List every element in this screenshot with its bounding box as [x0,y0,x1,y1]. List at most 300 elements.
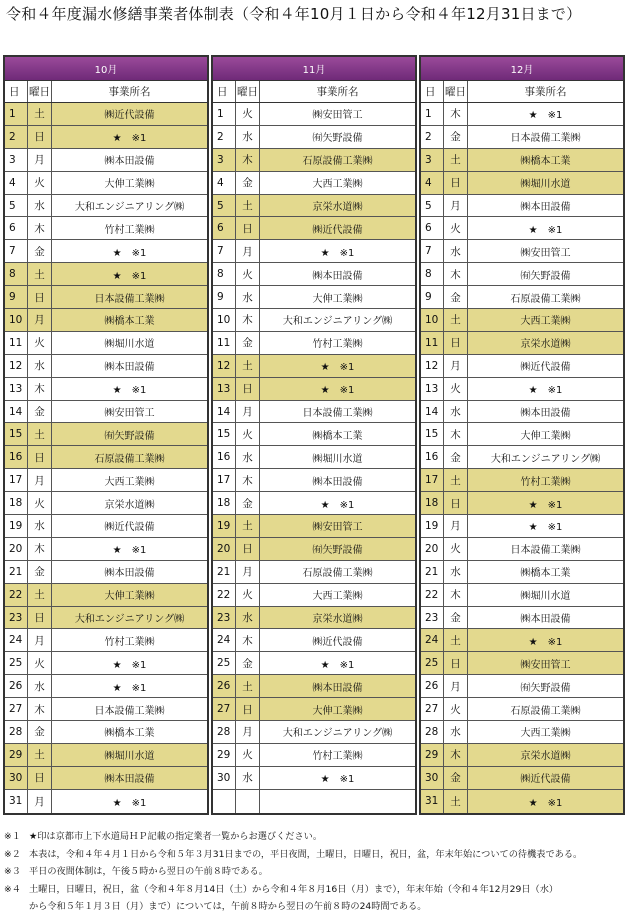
company-cell: 竹村工業㈱ [312,751,363,763]
weekday-cell: 金 [444,767,468,789]
day-cell: 30 [213,767,236,789]
day-cell: 8 [421,263,444,285]
weekday-cell: 土 [444,309,468,331]
day-cell: 18 [421,492,444,514]
day-cell: 4 [5,172,28,194]
company-cell: ㈲矢野設備 [312,133,363,145]
weekday-cell: 金 [444,286,468,308]
table-row [421,790,623,813]
weekday-cell: 木 [236,469,260,491]
weekday-cell: 土 [28,263,52,285]
footnote-text: 本表は，令和４年４月１日から令和５年３月31日までの，平日夜間，土曜日，日曜日，祝日，盆，年末年始についての待機表である。 [29,848,583,860]
table-row [5,721,207,744]
day-cell: 24 [5,629,28,651]
footnote-text: 土曜日，日曜日，祝日，盆（令和４年８月14日（土）から令和４年８月16日（月）まで），年末年始（令和４年12月29日（水） [29,883,559,895]
table-row [421,332,623,355]
table-row [5,172,207,195]
weekday-cell: 日 [28,607,52,629]
table-row [421,744,623,767]
company-cell: 石原設備工業㈱ [510,293,581,305]
weekday-cell: 月 [28,309,52,331]
company-cell: 竹村工業㈱ [104,636,155,648]
day-cell: 6 [5,217,28,239]
footnote [4,898,582,916]
weekday-cell: 月 [28,629,52,651]
day-cell: 15 [5,423,28,445]
company-cell: 石原設備工業㈱ [94,453,165,465]
weekday-cell: 火 [444,217,468,239]
company-cell: 大西工業㈱ [520,316,571,328]
day-cell: 30 [5,767,28,789]
weekday-cell: 火 [28,652,52,674]
footnote-text: から令和５年１月３日（月）まで）については，午前８時から翌日の午前８時の24時間である。 [29,901,427,912]
table-row [213,515,415,538]
weekday-cell: 火 [236,263,260,285]
table-row [5,378,207,401]
day-cell: 22 [213,584,236,606]
table-row [213,378,415,401]
weekday-cell: 木 [444,744,468,766]
day-cell: 21 [421,561,444,583]
month-table [419,55,625,815]
day-cell: 3 [421,149,444,171]
company-cell: 京栄水道㈱ [312,614,363,626]
company-cell: ㈱橋本工業 [520,568,571,580]
company-cell: ㈱近代設備 [520,774,571,786]
day-cell: 13 [421,378,444,400]
table-row [213,195,415,218]
month-header: 10月 [5,57,207,81]
weekday-cell: 火 [236,423,260,445]
company-cell: ★ ※1 [528,385,563,397]
day-cell: 26 [213,675,236,697]
day-cell: 16 [5,446,28,468]
table-row [213,332,415,355]
company-cell: ㈱本田設備 [104,774,155,786]
company-cell: ★ ※1 [528,224,563,236]
column-header-weekday: 曜日 [236,81,260,102]
footnote-mark: ※１ [4,831,21,842]
table-row [213,584,415,607]
table-row [213,607,415,630]
column-header-day: 日 [421,81,444,102]
day-cell: 29 [5,744,28,766]
day-cell: 24 [213,629,236,651]
company-cell: ★ ※1 [112,682,147,694]
day-cell: 7 [213,240,236,262]
weekday-cell: 月 [28,469,52,491]
weekday-cell: 日 [236,698,260,720]
company-cell: ★ ※1 [320,362,355,374]
company-cell: ★ ※1 [112,270,147,282]
table-row [5,240,207,263]
table-row [213,103,415,126]
company-cell: 大伸工業㈱ [520,430,571,442]
table-row [213,790,415,813]
table-row [213,217,415,240]
column-header-weekday: 曜日 [444,81,468,102]
column-header-row [213,81,415,103]
weekday-cell: 土 [444,149,468,171]
company-cell: 大和エンジニアリング㈱ [282,316,393,328]
company-cell: ㈱本田設備 [104,156,155,168]
table-row [213,149,415,172]
table-row [213,240,415,263]
weekday-cell: 金 [28,401,52,423]
weekday-cell: 水 [444,240,468,262]
weekday-cell: 木 [236,629,260,651]
day-cell: 20 [421,538,444,560]
weekday-cell: 金 [28,240,52,262]
weekday-cell: 日 [28,446,52,468]
company-cell: ㈱堀川水道 [520,591,571,603]
company-cell: ㈱堀川水道 [520,179,571,191]
company-cell: 大伸工業㈱ [312,705,363,717]
table-row [421,378,623,401]
company-cell: ㈱近代設備 [104,522,155,534]
day-cell: 7 [421,240,444,262]
month-table [3,55,209,815]
company-cell: ㈱近代設備 [104,110,155,122]
day-cell: 27 [213,698,236,720]
weekday-cell: 火 [28,332,52,354]
table-row [421,126,623,149]
day-cell: 19 [213,515,236,537]
company-cell: ㈲矢野設備 [520,270,571,282]
weekday-cell: 木 [28,538,52,560]
company-cell [260,790,415,813]
table-row [5,561,207,584]
day-cell: 3 [5,149,28,171]
table-row [5,286,207,309]
company-cell: ㈱堀川水道 [104,751,155,763]
company-cell: 大西工業㈱ [312,591,363,603]
column-header-row [5,81,207,103]
company-cell: 大西工業㈱ [104,476,155,488]
table-row [213,126,415,149]
day-cell: 8 [213,263,236,285]
table-row [5,698,207,721]
weekday-cell: 日 [444,332,468,354]
company-cell: 京栄水道㈱ [312,202,363,213]
weekday-cell: 木 [236,309,260,331]
table-row [5,263,207,286]
company-cell: ㈱安田管工 [520,659,571,671]
table-row [421,561,623,584]
footnote [4,846,582,864]
day-cell: 18 [5,492,28,514]
company-cell: 日本設備工業㈱ [94,705,165,717]
day-cell: 21 [5,561,28,583]
weekday-cell: 金 [444,607,468,629]
weekday-cell: 水 [236,446,260,468]
company-cell: 大西工業㈱ [520,728,571,740]
day-cell: 17 [213,469,236,491]
table-row [5,767,207,790]
company-cell: ㈱橋本工業 [104,728,155,740]
company-cell: 大和エンジニアリング㈱ [74,614,185,626]
month-header: 12月 [421,57,623,81]
table-row [213,401,415,424]
company-cell: 大西工業㈱ [312,179,363,191]
table-row [5,332,207,355]
table-row [5,607,207,630]
company-cell: ㈲矢野設備 [104,430,155,442]
company-cell: ㈱本田設備 [312,682,363,694]
month-table [211,55,417,815]
day-cell: 29 [421,744,444,766]
weekday-cell: 月 [236,240,260,262]
weekday-cell: 木 [28,378,52,400]
day-cell: 2 [213,126,236,148]
table-row [421,446,623,469]
table-row [213,652,415,675]
day-cell: 23 [421,607,444,629]
table-row [213,423,415,446]
day-cell: 27 [421,698,444,720]
day-cell: 6 [213,217,236,239]
weekday-cell: 火 [236,103,260,125]
day-cell: 20 [5,538,28,560]
company-cell: ★ ※1 [528,636,563,648]
table-row [213,675,415,698]
company-cell: ㈱橋本工業 [520,156,571,168]
day-cell: 19 [421,515,444,537]
footnote-text: ★印は京都市上下水道局ＨＰ記載の指定業者一覧からお選びください。 [29,831,323,842]
day-cell: 14 [5,401,28,423]
company-cell: ㈱本田設備 [104,568,155,580]
table-row [421,263,623,286]
day-cell: 10 [213,309,236,331]
company-cell: 竹村工業㈱ [104,224,155,236]
company-cell: ★ ※1 [112,133,147,145]
company-cell: ★ ※1 [320,499,355,511]
day-cell: 23 [5,607,28,629]
weekday-cell: 木 [236,149,260,171]
table-row [213,538,415,561]
day-cell: 19 [5,515,28,537]
weekday-cell: 木 [28,698,52,720]
table-row [213,286,415,309]
weekday-cell: 日 [28,767,52,789]
day-cell: 2 [421,126,444,148]
company-cell: 石原設備工業㈱ [302,156,373,168]
company-cell: ★ ※1 [112,247,147,259]
day-cell: 17 [5,469,28,491]
day-cell: 12 [421,355,444,377]
table-row [5,469,207,492]
weekday-cell: 月 [236,561,260,583]
weekday-cell: 金 [236,332,260,354]
table-row [5,538,207,561]
company-cell: ㈱堀川水道 [104,339,155,351]
table-row [421,629,623,652]
day-cell: 16 [213,446,236,468]
day-cell: 14 [421,401,444,423]
table-row [5,126,207,149]
column-header-day: 日 [213,81,236,102]
table-row [213,263,415,286]
company-cell: 京栄水道㈱ [520,751,571,763]
company-cell: ㈱安田管工 [312,110,363,122]
company-cell: ★ ※1 [112,545,147,557]
weekday-cell: 日 [236,217,260,239]
company-cell: ★ ※1 [320,385,355,397]
company-cell: 日本設備工業㈱ [510,545,581,557]
weekday-cell: 土 [236,355,260,377]
table-row [5,446,207,469]
table-row [421,309,623,332]
day-cell: 24 [421,629,444,651]
table-row [213,744,415,767]
day-cell: 13 [5,378,28,400]
company-cell: 日本設備工業㈱ [94,293,165,305]
company-cell: 日本設備工業㈱ [302,408,373,420]
page-title: 令和４年度漏水修繕事業者体制表（令和４年10月１日から令和４年12月31日まで） [6,5,582,23]
weekday-cell: 水 [236,126,260,148]
company-cell: ★ ※1 [528,797,563,809]
table-row [5,309,207,332]
day-cell: 28 [5,721,28,743]
day-cell: 20 [213,538,236,560]
weekday-cell: 日 [236,378,260,400]
company-cell: 大和エンジニアリング㈱ [282,728,393,740]
day-cell: 3 [213,149,236,171]
footnote [4,863,582,881]
weekday-cell: 水 [28,355,52,377]
company-cell: ㈱本田設備 [312,270,363,282]
column-header-weekday: 曜日 [28,81,52,102]
table-row [213,309,415,332]
table-row [213,492,415,515]
company-cell: 日本設備工業㈱ [510,133,581,145]
day-cell: 4 [213,172,236,194]
weekday-cell: 金 [28,721,52,743]
weekday-cell: 金 [236,172,260,194]
weekday-cell: 土 [28,423,52,445]
company-cell: ㈱橋本工業 [312,430,363,442]
column-header-row [421,81,623,103]
company-cell: 大伸工業㈱ [104,591,155,603]
table-row [5,355,207,378]
weekday-cell: 火 [236,584,260,606]
day-cell: 5 [5,195,28,217]
weekday-cell: 火 [28,172,52,194]
weekday-cell: 木 [444,103,468,125]
company-cell: ㈱本田設備 [520,202,571,213]
day-cell: 7 [5,240,28,262]
day-cell: 16 [421,446,444,468]
weekday-cell: 火 [444,378,468,400]
footnote-mark: ※３ [4,866,21,877]
company-cell: ★ ※1 [320,247,355,259]
weekday-cell: 土 [444,629,468,651]
day-cell: 26 [421,675,444,697]
company-cell: ㈱堀川水道 [312,453,363,465]
company-cell: 大和エンジニアリング㈱ [490,453,601,465]
weekday-cell: 日 [444,172,468,194]
weekday-cell: 火 [236,744,260,766]
weekday-cell: 水 [28,515,52,537]
day-cell: 11 [5,332,28,354]
table-row [213,469,415,492]
table-row [421,217,623,240]
day-cell: 1 [5,103,28,125]
weekday-cell: 木 [444,584,468,606]
table-row [5,217,207,240]
weekday-cell: 木 [28,217,52,239]
table-row [421,401,623,424]
weekday-cell: 日 [28,126,52,148]
weekday-cell: 水 [236,607,260,629]
table-row [213,446,415,469]
day-cell: 27 [5,698,28,720]
weekday-cell: 日 [28,286,52,308]
company-cell: ★ ※1 [112,797,147,809]
day-cell: 25 [421,652,444,674]
day-cell: 4 [421,172,444,194]
day-cell: 9 [5,286,28,308]
table-row [5,401,207,424]
weekday-cell: 土 [28,744,52,766]
weekday-cell: 月 [444,355,468,377]
company-cell: ㈱本田設備 [520,614,571,626]
day-cell: 17 [421,469,444,491]
weekday-cell: 土 [444,790,468,813]
table-row [421,286,623,309]
table-row [213,629,415,652]
table-row [5,103,207,126]
weekday-cell: 月 [444,515,468,537]
day-cell: 31 [5,790,28,813]
table-row [213,355,415,378]
weekday-cell: 金 [236,652,260,674]
company-cell: ㈱近代設備 [520,362,571,374]
company-cell: ㈱橋本工業 [104,316,155,328]
table-row [213,721,415,744]
day-cell: 11 [213,332,236,354]
weekday-cell: 月 [236,401,260,423]
day-cell: 12 [5,355,28,377]
weekday-cell: 金 [236,492,260,514]
day-cell: 18 [213,492,236,514]
company-cell: ★ ※1 [112,385,147,397]
column-header-day: 日 [5,81,28,102]
day-cell: 15 [213,423,236,445]
table-row [421,767,623,790]
day-cell: 12 [213,355,236,377]
company-cell: 京栄水道㈱ [104,499,155,511]
table-row [421,721,623,744]
table-row [213,767,415,790]
table-row [213,172,415,195]
weekday-cell: 土 [444,469,468,491]
day-cell: 1 [421,103,444,125]
table-row [421,195,623,218]
day-cell: 29 [213,744,236,766]
weekday-cell: 月 [236,721,260,743]
table-row [5,492,207,515]
day-cell: 25 [5,652,28,674]
company-cell: ㈱本田設備 [312,476,363,488]
day-cell: 22 [421,584,444,606]
table-row [5,790,207,813]
day-cell: 14 [213,401,236,423]
footnote-mark: ※４ [4,883,21,895]
table-row [5,744,207,767]
company-cell: ㈱安田管工 [520,247,571,259]
table-row [421,240,623,263]
